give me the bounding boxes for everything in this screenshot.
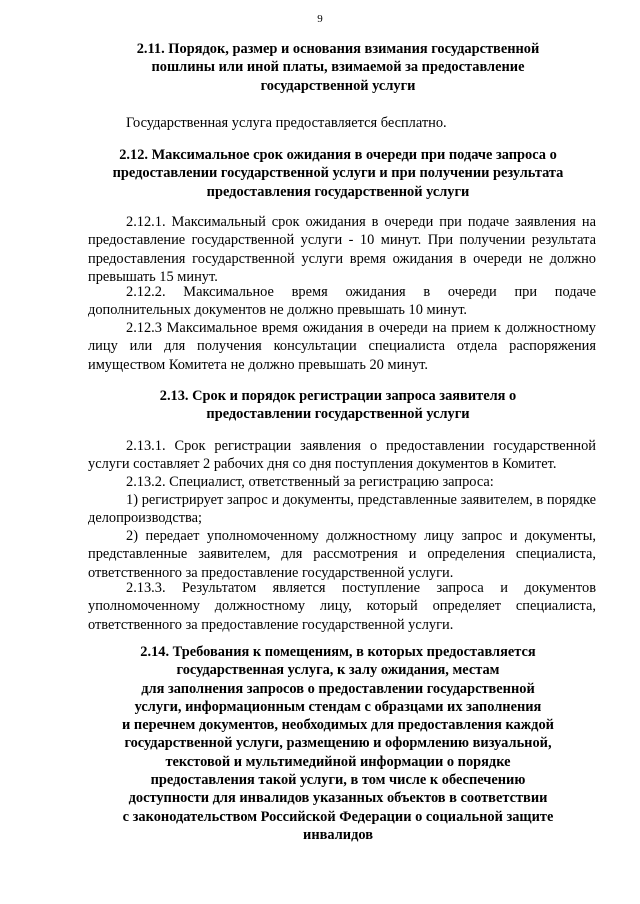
heading-line: текстовой и мультимедийной информации о порядке xyxy=(165,753,511,770)
paragraph-2-13-3: 2.13.3. Результатом является поступление запроса и документов уполномоченному должностному лицу, который определяет специалиста, ответственного за предоставление государственной услуги. xyxy=(88,580,596,633)
heading-line: доступности для инвалидов указанных объектов в соответствии xyxy=(128,790,548,807)
paragraph-2-13-1: 2.13.1. Срок регистрации заявления о предоставлении государственной услуги составляет 2 рабочих дня со дня поступления документов в Комитет. xyxy=(88,438,596,473)
heading-line: инвалидов xyxy=(303,826,373,843)
paragraph-2-12-1: 2.12.1. Максимальный срок ожидания в очереди при подаче заявления на предоставление государственной услуги - 10 минут. При получении результата предоставления государственной услуги время ожидания в очереди не должно превышать 15 минут. xyxy=(88,214,596,285)
section-2-13-heading xyxy=(88,387,588,424)
heading-line: услуги, информационным стендам с образцами их заполнения xyxy=(134,698,542,715)
heading-line: 2.13. Срок и порядок регистрации запроса заявителя о xyxy=(159,388,517,404)
page-number: 9 xyxy=(317,13,323,25)
section-2-11-heading xyxy=(88,40,588,95)
heading-line: государственной услуги xyxy=(260,77,416,94)
heading-line: 2.12. Максимальное срок ожидания в очереди при подаче запроса о xyxy=(119,147,557,163)
heading-line: государственной услуги, размещению и оформлению визуальной, xyxy=(124,735,552,752)
heading-line: 2.14. Требования к помещениям, в которых предоставляется xyxy=(140,644,536,660)
heading-line: предоставления такой услуги, в том числе к обеспечению xyxy=(150,772,526,789)
paragraph-2-13-item-1: 1) регистрирует запрос и документы, представленные заявителем, в порядке делопроизводства; xyxy=(88,492,596,527)
heading-line: предоставлении государственной услуги и при получении результата xyxy=(112,165,564,182)
heading-line: государственная услуга, к залу ожидания, местам xyxy=(176,662,500,679)
heading-line: и перечнем документов, необходимых для предоставления каждой xyxy=(122,717,554,734)
section-2-12-heading xyxy=(88,146,588,201)
heading-line: предоставления государственной услуги xyxy=(206,183,470,200)
paragraph-2-12-2: 2.12.2. Максимальное время ожидания в очереди при подаче дополнительных документов не должно превышать 10 минут. xyxy=(88,284,596,319)
heading-line: предоставлении государственной услуги xyxy=(206,406,470,423)
heading-line: с законодательством Российской Федерации о социальной защите xyxy=(122,808,554,825)
section-2-14-heading xyxy=(88,643,588,844)
paragraph-2-13-item-2: 2) передает уполномоченному должностному лицу запрос и документы, представленные заявителем, для рассмотрения и определения специалиста, ответственного за предоставление государственной услуги. xyxy=(88,528,596,581)
paragraph-2-13-2: 2.13.2. Специалист, ответственный за регистрацию запроса: xyxy=(126,474,494,490)
paragraph-2-12-3: 2.12.3 Максимальное время ожидания в очереди на прием к должностному лицу или для получения консультации специалиста отдела распоряжения имуществом Комитета не должно превышать 20 минут. xyxy=(88,320,596,373)
heading-line: пошлины или иной платы, взимаемой за предоставление xyxy=(151,59,525,76)
heading-line: для заполнения запросов о предоставлении государственной xyxy=(141,680,535,697)
heading-line: 2.11. Порядок, размер и основания взимания государственной xyxy=(136,41,540,57)
section-2-11-text: Государственная услуга предоставляется бесплатно. xyxy=(126,115,447,131)
